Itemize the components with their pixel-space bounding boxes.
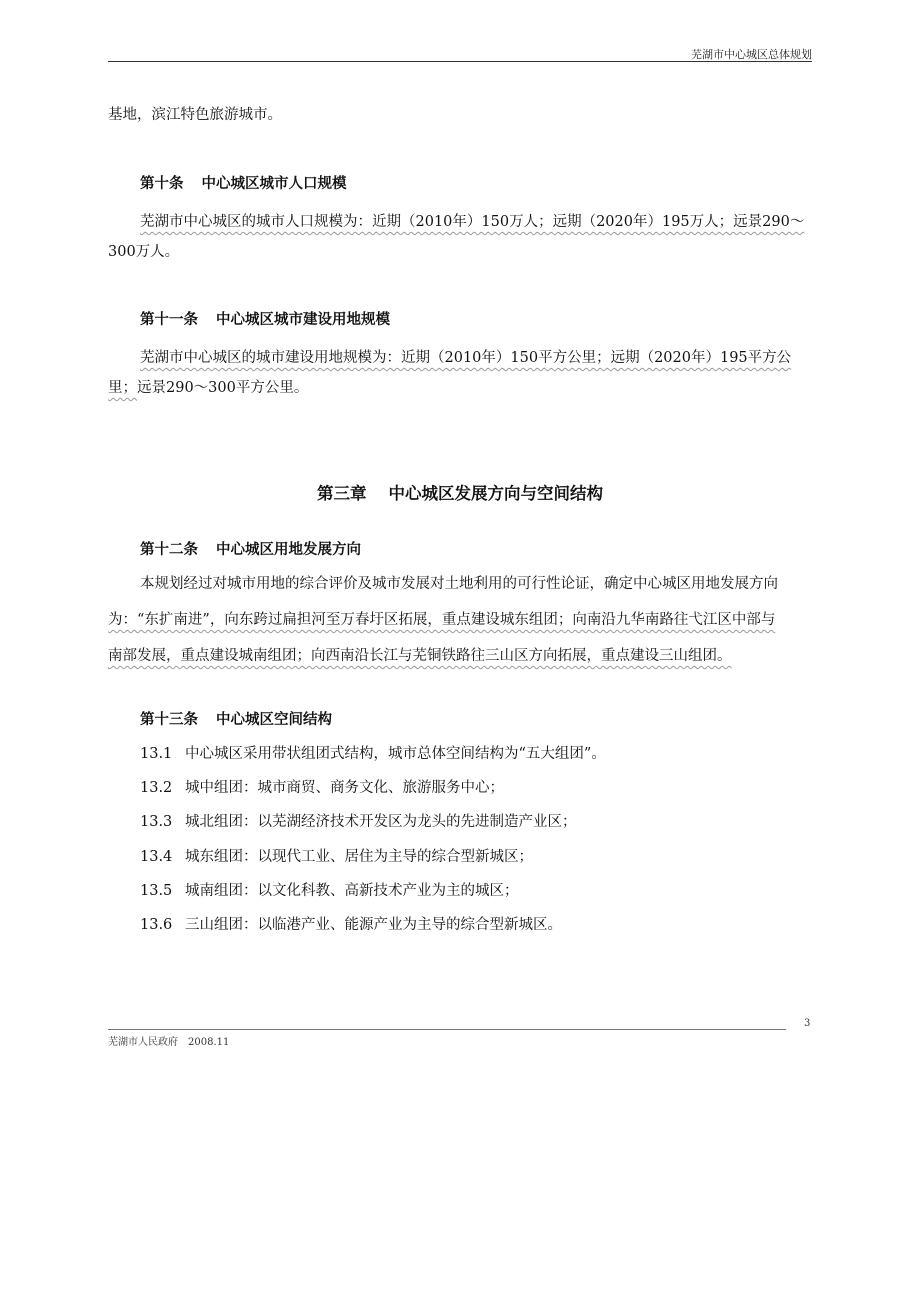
list-item-number: 13.6 [140, 917, 173, 933]
list-item [140, 742, 606, 766]
article-12-line-3 [108, 639, 812, 673]
running-header: 芜湖市中心城区总体规划 [691, 48, 812, 61]
article-13-heading [140, 708, 332, 732]
header-rule [108, 61, 812, 62]
article-12-heading [140, 538, 361, 562]
list-item-text: 城南组团：以文化科教、高新技术产业为主的城区； [185, 883, 519, 899]
list-item-text: 城中组团：城市商贸、商务文化、旅游服务中心； [185, 780, 504, 796]
article-12-line-2-text: 为：“东扩南进”，向东跨过扁担河至万春圩区拓展，重点建设城东组团；向南沿九华南路往弋江区中部与 [108, 612, 776, 628]
list-item [140, 810, 577, 834]
article-11-line-2-underlined: 里； [108, 380, 137, 396]
chapter-3-number: 第三章 [317, 484, 367, 503]
list-item-number: 13.1 [140, 746, 173, 762]
list-item [140, 879, 519, 903]
article-10-line-1-text: 芜湖市中心城区的城市人口规模为：近期（2010年）150万人；远期（2020年）195万人；远景290～ [140, 214, 805, 230]
article-11-line-2 [108, 371, 812, 405]
article-11-title: 中心城区城市建设用地规模 [216, 312, 390, 328]
list-item [140, 776, 504, 800]
list-item-number: 13.4 [140, 849, 173, 865]
article-10-line-1 [140, 205, 812, 239]
article-10-heading [140, 172, 347, 196]
list-item-text: 三山组团：以临港产业、能源产业为主导的综合型新城区。 [185, 917, 562, 933]
article-10-title: 中心城区城市人口规模 [201, 176, 347, 192]
list-item [140, 845, 533, 869]
article-12-line-2 [108, 603, 812, 637]
article-11-heading [140, 308, 390, 332]
article-13-number: 第十三条 [140, 712, 198, 728]
list-item-number: 13.2 [140, 780, 173, 796]
article-12-title: 中心城区用地发展方向 [216, 542, 361, 558]
list-item [140, 913, 562, 937]
article-10-line-2: 300万人。 [108, 244, 180, 260]
article-11-line-1 [140, 341, 812, 375]
list-item-number: 13.5 [140, 883, 173, 899]
list-item-text: 城北组团：以芜湖经济技术开发区为龙头的先进制造产业区； [185, 814, 577, 830]
article-11-line-2-rest: 远景290～300平方公里。 [137, 380, 309, 396]
footer-issuer: 芜湖市人民政府 2008.11 [108, 1037, 230, 1048]
page-number: 3 [804, 1018, 811, 1029]
article-11-line-1-text: 芜湖市中心城区的城市建设用地规模为：近期（2010年）150平方公里；远期（2020年）195平方公 [140, 350, 792, 366]
article-12-line-1: 本规划经过对城市用地的综合评价及城市发展对土地利用的可行性论证，确定中心城区用地发展方向 [140, 576, 778, 592]
list-item-text: 中心城区采用带状组团式结构，城市总体空间结构为“五大组团”。 [185, 746, 606, 762]
footer-rule [108, 1029, 786, 1030]
list-item-text: 城东组团：以现代工业、居住为主导的综合型新城区； [185, 849, 533, 865]
article-13-title: 中心城区空间结构 [216, 712, 332, 728]
article-11-number: 第十一条 [140, 312, 198, 328]
intro-line: 基地，滨江特色旅游城市。 [108, 107, 282, 123]
chapter-3-name: 中心城区发展方向与空间结构 [388, 484, 603, 503]
chapter-3-title [0, 480, 920, 504]
article-12-line-3-text: 南部发展，重点建设城南组团；向西南沿长江与芜铜铁路往三山区方向拓展，重点建设三山组团。 [108, 648, 732, 664]
list-item-number: 13.3 [140, 814, 173, 830]
article-12-number: 第十二条 [140, 542, 198, 558]
article-10-number: 第十条 [140, 176, 184, 192]
